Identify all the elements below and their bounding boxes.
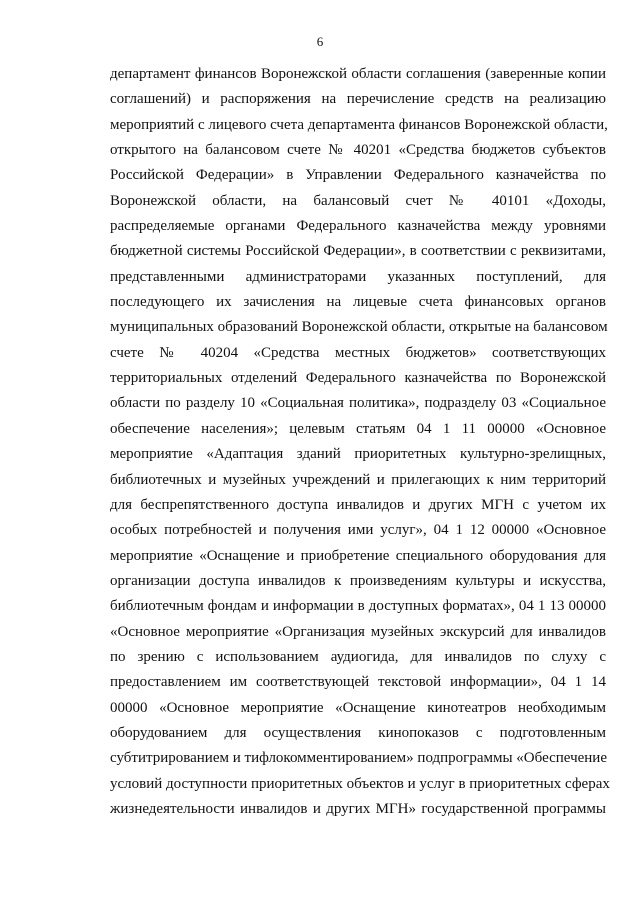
- text-line: обеспечение населения»; целевым статьям 04 1 11 00000 «Основное: [110, 420, 606, 437]
- text-line: оборудованием для осуществления кинопоказов с подготовленным: [110, 724, 606, 741]
- text-line: по зрению с использованием аудиогида, для инвалидов по слуху с: [110, 648, 606, 665]
- text-line: предоставлением им соответствующей текстовой информации», 04 1 14: [110, 674, 606, 691]
- text-line: мероприятий с лицевого счета департамента финансов Воронежской области,: [110, 116, 608, 133]
- text-line: жизнедеятельности инвалидов и других МГН» государственной программы: [110, 800, 606, 817]
- text-line: распределяемые органами Федерального казначейства между уровнями: [110, 218, 606, 235]
- text-line: области по разделу 10 «Социальная политика», подразделу 03 «Социальное: [110, 395, 606, 412]
- text-line: Российской Федерации» в Управлении Федерального казначейства по: [110, 167, 606, 184]
- text-line: мероприятие «Адаптация зданий приоритетных культурно-зрелищных,: [110, 446, 606, 463]
- text-line: департамент финансов Воронежской области соглашения (заверенные копии: [110, 66, 606, 82]
- text-line: бюджетной системы Российской Федерации», в соответствии с реквизитами,: [110, 243, 606, 260]
- text-line: мероприятие «Оснащение и приобретение специального оборудования для: [110, 547, 606, 564]
- text-line: библиотечным фондам и информации в доступных форматах», 04 1 13 00000: [110, 598, 606, 615]
- text-line: субтитрированием и тифлокомментированием» подпрограммы «Обеспечение: [110, 750, 607, 767]
- text-line: особых потребностей и получения ими услуг», 04 1 12 00000 «Основное: [110, 522, 606, 539]
- text-line: организации доступа инвалидов к произведениям культуры и искусства,: [110, 572, 606, 589]
- text-line: счете № 40204 «Средства местных бюджетов» соответствующих: [110, 344, 606, 361]
- text-line: территориальных отделений Федерального казначейства по Воронежской: [110, 370, 606, 387]
- text-line: последующего их зачисления на лицевые счета финансовых органов: [110, 294, 606, 311]
- text-line: открытого на балансовом счете № 40201 «Средства бюджетов субъектов: [110, 142, 606, 159]
- page-number: 6: [316, 34, 324, 49]
- text-line: представленными администраторами указанных поступлений, для: [110, 268, 606, 285]
- text-line: «Основное мероприятие «Организация музейных экскурсий для инвалидов: [110, 623, 606, 640]
- text-line: муниципальных образований Воронежской области, открытые на балансовом: [110, 319, 608, 336]
- text-line: библиотечных и музейных учреждений и прилегающих к ним территорий: [110, 471, 606, 488]
- text-line: Воронежской области, на балансовый счет № 40101 «Доходы,: [110, 192, 606, 209]
- text-line: условий доступности приоритетных объектов и услуг в приоритетных сферах: [110, 775, 610, 792]
- text-line: соглашений) и распоряжения на перечисление средств на реализацию: [110, 91, 606, 108]
- body-text: [110, 62, 610, 822]
- text-line: для беспрепятственного доступа инвалидов и других МГН с учетом их: [110, 496, 606, 513]
- text-line: 00000 «Основное мероприятие «Оснащение кинотеатров необходимым: [110, 699, 606, 716]
